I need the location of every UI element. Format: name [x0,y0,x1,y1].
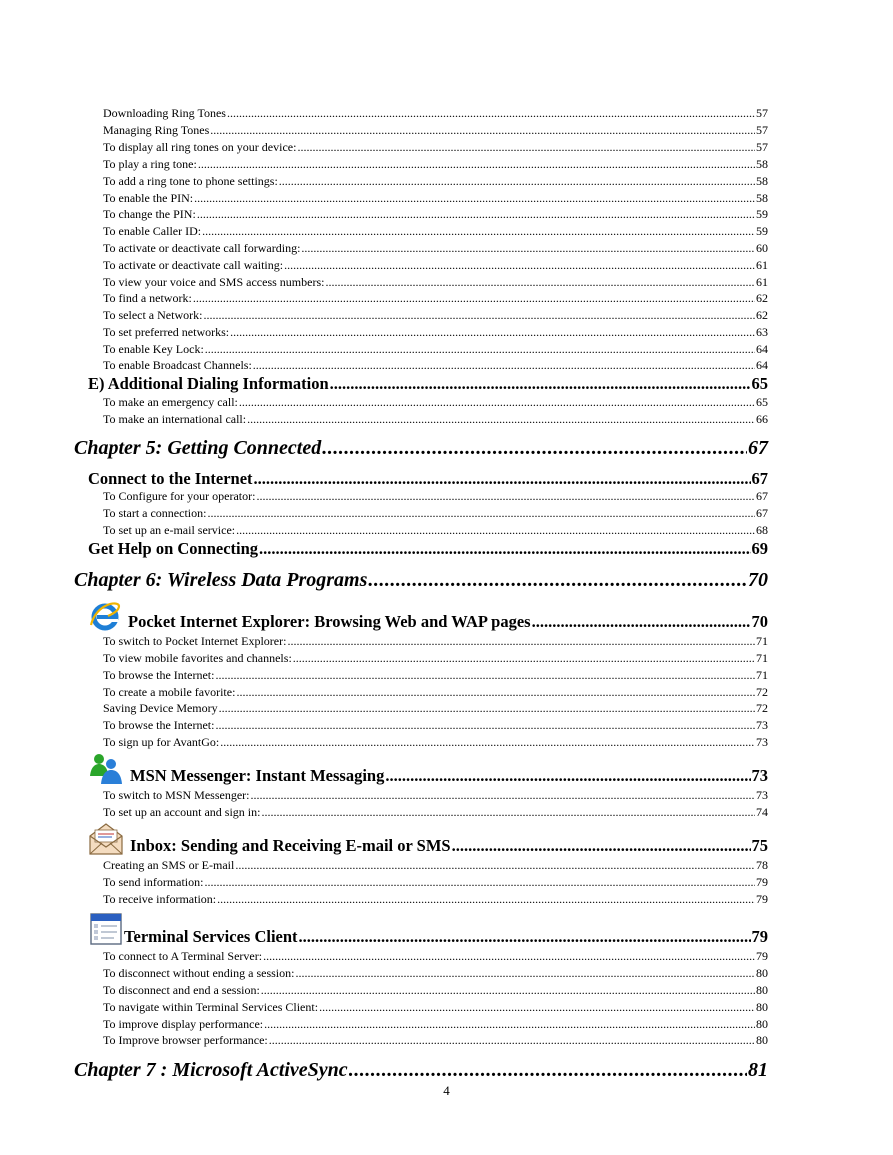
toc-entry-avantgo[interactable]: To sign up for AvantGo: ..... 73 [103,734,768,750]
toc-entry-create-favorite[interactable]: To create a mobile favorite: ..... 72 [103,684,768,700]
toc-section-msn-messenger[interactable]: MSN Messenger: Instant Messaging ..... 73 [88,750,768,786]
inbox-envelope-icon [88,822,124,856]
toc-entry-key-lock[interactable]: To enable Key Lock: ..... 64 [103,341,768,357]
toc-entry-saving-memory[interactable]: Saving Device Memory ..... 72 [103,700,768,716]
toc-entry-browser-perf[interactable]: To Improve browser performance: ..... 80 [103,1032,768,1048]
toc-entry-configure-operator[interactable]: To Configure for your operator: ..... 67 [103,488,768,504]
page-number: 4 [443,1083,450,1098]
toc-section-terminal-services[interactable]: Terminal Services Client ..... 79 [88,908,768,947]
toc-entry-display-ring-tones[interactable]: To display all ring tones on your device: ..... 57 [103,139,768,155]
internet-explorer-icon [88,600,122,632]
toc-entry-call-forwarding[interactable]: To activate or deactivate call forwarding: ..... 60 [103,240,768,256]
toc-entry-disconnect-no-end[interactable]: To disconnect without ending a session: ..... 80 [103,965,768,981]
toc-entry-creating-sms[interactable]: Creating an SMS or E-mail ..... 78 [103,857,768,873]
toc-entry-email-service[interactable]: To set up an e-mail service: ..... 68 [103,522,768,538]
toc-entry-preferred-networks[interactable]: To set preferred networks: ..... 63 [103,324,768,340]
toc-entry-add-ring-tone[interactable]: To add a ring tone to phone settings: ..... 58 [103,173,768,189]
toc-entry-broadcast-channels[interactable]: To enable Broadcast Channels: ..... 64 [103,357,768,373]
toc-section-additional-dialing[interactable]: E) Additional Dialing Information ..... 65 [88,374,768,394]
toc-entry-display-perf[interactable]: To improve display performance: ..... 80 [103,1016,768,1032]
toc-entry-enable-caller-id[interactable]: To enable Caller ID: ..... 59 [103,223,768,239]
toc-entry-connect-terminal[interactable]: To connect to A Terminal Server: ..... 79 [103,948,768,964]
toc-entry-managing-ring-tones[interactable]: Managing Ring Tones ..... 57 [103,122,768,138]
toc-chapter-6[interactable]: Chapter 6: Wireless Data Programs ..... 70 [74,567,768,593]
toc-entry-enable-pin[interactable]: To enable the PIN: ..... 58 [103,190,768,206]
toc-entry-find-network[interactable]: To find a network: ..... 62 [103,290,768,306]
toc-section-help-connecting[interactable]: Get Help on Connecting ..... 69 [88,539,768,559]
toc-entry-start-connection[interactable]: To start a connection: ..... 67 [103,505,768,521]
toc-entry-switch-pie[interactable]: To switch to Pocket Internet Explorer: ..... 71 [103,633,768,649]
toc-entry-msn-account[interactable]: To set up an account and sign in: ..... 74 [103,804,768,820]
toc-entry-browse-internet-1[interactable]: To browse the Internet: ..... 71 [103,667,768,683]
toc-section-connect-internet[interactable]: Connect to the Internet ..... 67 [88,469,768,489]
toc-entry-international-call[interactable]: To make an international call: ..... 66 [103,411,768,427]
toc-entry-mobile-favorites[interactable]: To view mobile favorites and channels: ..... 71 [103,650,768,666]
toc-section-pocket-internet-explorer[interactable]: Pocket Internet Explorer: Browsing Web and WAP pages ..... 70 [88,598,768,632]
toc-entry-receive-info[interactable]: To receive information: ..... 79 [103,891,768,907]
terminal-window-icon [88,911,124,947]
toc-chapter-5[interactable]: Chapter 5: Getting Connected ..... 67 [74,435,768,461]
toc-section-inbox[interactable]: Inbox: Sending and Receiving E-mail or SMS ..... 75 [88,818,768,856]
toc-entry-send-info[interactable]: To send information: ..... 79 [103,874,768,890]
toc-chapter-7[interactable]: Chapter 7 : Microsoft ActiveSync ..... 81 [74,1057,768,1083]
toc-entry-select-network[interactable]: To select a Network: ..... 62 [103,307,768,323]
toc-entry-downloading-ring-tones[interactable]: Downloading Ring Tones ..... 57 [103,105,768,121]
toc-entry-emergency-call[interactable]: To make an emergency call: ..... 65 [103,394,768,410]
toc-entry-disconnect-end[interactable]: To disconnect and end a session: ..... 80 [103,982,768,998]
toc-entry-switch-msn[interactable]: To switch to MSN Messenger: ..... 73 [103,787,768,803]
toc-entry-voice-sms-numbers[interactable]: To view your voice and SMS access numbers: ..... 61 [103,274,768,290]
toc-entry-play-ring-tone[interactable]: To play a ring tone: ..... 58 [103,156,768,172]
toc-entry-call-waiting[interactable]: To activate or deactivate call waiting: ..... 61 [103,257,768,273]
toc-entry-change-pin[interactable]: To change the PIN: ..... 59 [103,206,768,222]
msn-messenger-icon [88,752,124,786]
toc-entry-navigate-terminal[interactable]: To navigate within Terminal Services Client: ..... 80 [103,999,768,1015]
toc-entry-browse-internet-2[interactable]: To browse the Internet: ..... 73 [103,717,768,733]
